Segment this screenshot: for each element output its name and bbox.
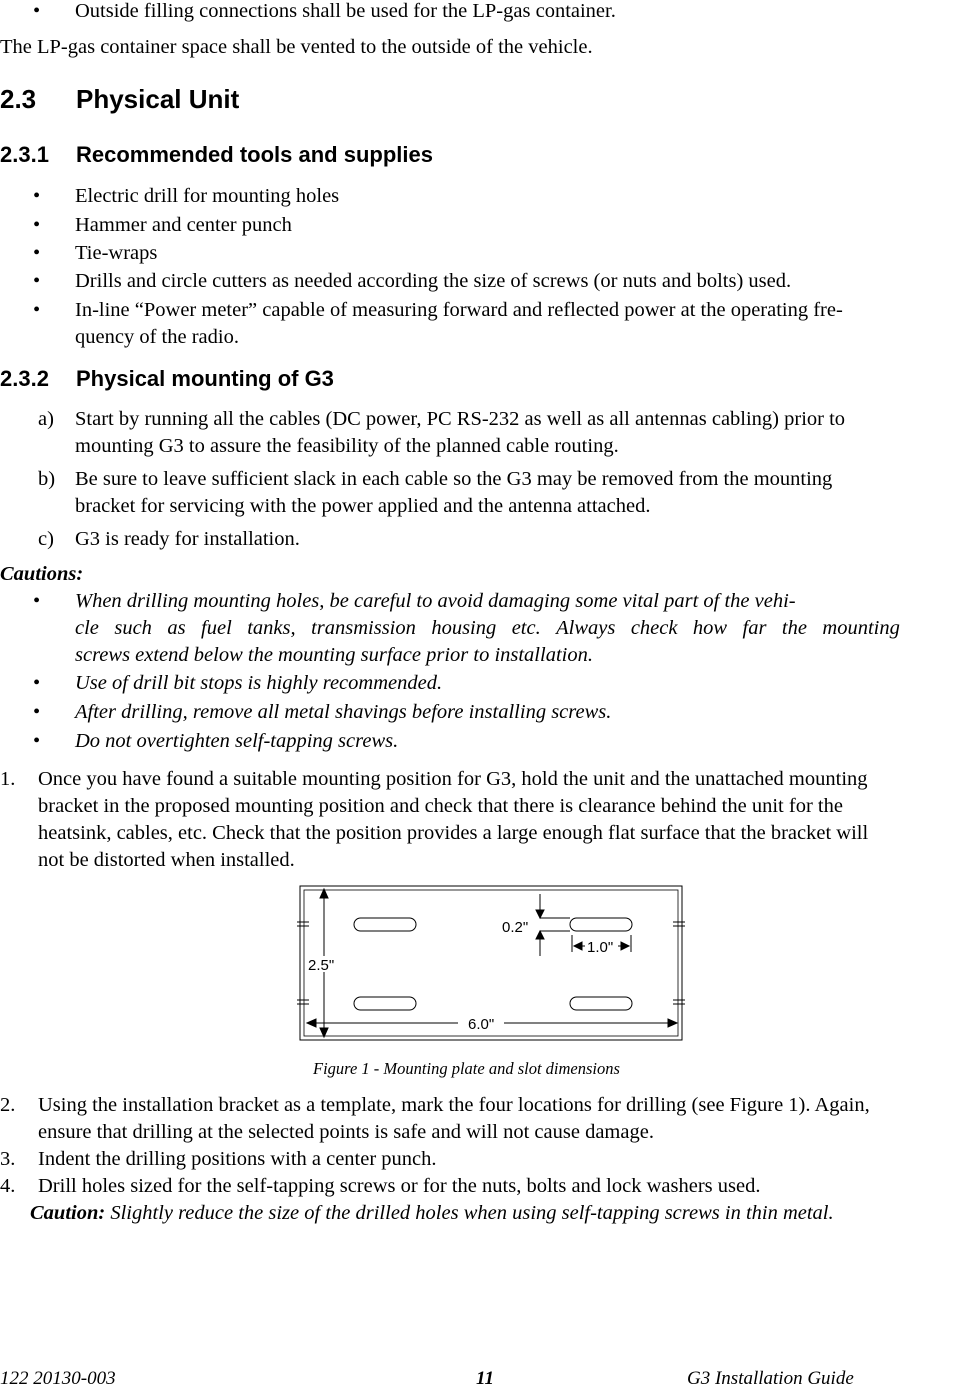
caution-justified-line	[75, 617, 900, 640]
step-text: Start by running all the cables (DC power, PC RS-232 as well as all antennas cabling) prior to	[75, 408, 846, 430]
step-marker: 2.	[0, 1094, 16, 1116]
slot-bottom-right	[570, 997, 632, 1010]
caution-text: Do not overtighten self-tapping screws.	[75, 730, 399, 752]
label-2-5: 2.5"	[308, 957, 335, 974]
footer-page-number: 11	[476, 1368, 494, 1389]
step-text: ensure that drilling at the selected points is safe and will not cause damage.	[38, 1121, 654, 1143]
label-0-2: 0.2"	[502, 919, 529, 936]
step-marker: 1.	[0, 768, 16, 790]
caution-word: transmission	[311, 617, 416, 639]
caution-word: mounting	[822, 617, 900, 639]
footer-title: G3 Installation Guide	[687, 1368, 854, 1389]
step-text: bracket for servicing with the power applied and the antenna attached.	[75, 495, 651, 517]
label-1-0: 1.0"	[587, 939, 614, 956]
step-marker: a)	[38, 408, 54, 430]
caution-text: When drilling mounting holes, be careful to avoid damaging some vital part of the vehi-	[75, 590, 796, 612]
step-marker: 4.	[0, 1175, 16, 1197]
caution-word: such	[114, 617, 152, 639]
step-text: not be distorted when installed.	[38, 849, 295, 871]
slot-top-right	[570, 918, 632, 931]
section-2-3-1-heading	[0, 142, 433, 168]
section-title: Recommended tools and supplies	[76, 142, 433, 167]
final-caution-label: Caution:	[30, 1202, 106, 1224]
tools-item: Tie-wraps	[75, 242, 158, 264]
tools-item-continued: quency of the radio.	[75, 326, 239, 348]
bullet-marker: •	[33, 185, 41, 207]
caution-word: etc.	[511, 617, 541, 639]
section-2-3-heading	[0, 84, 240, 115]
section-number: 2.3.1	[0, 142, 49, 167]
cautions-heading: Cautions:	[0, 563, 84, 585]
caution-text: Use of drill bit stops is highly recommended.	[75, 672, 443, 694]
caution-word: housing	[431, 617, 497, 639]
slot-bottom-left	[354, 997, 416, 1010]
intro-bullet-text: Outside filling connections shall be used for the LP-gas container.	[75, 0, 616, 22]
mounting-plate-diagram	[290, 880, 690, 1050]
tools-item: Electric drill for mounting holes	[75, 185, 340, 207]
step-text: Be sure to leave sufficient slack in each cable so the G3 may be removed from the mounting	[75, 468, 833, 490]
step-marker: c)	[38, 528, 54, 550]
final-caution-text: Slightly reduce the size of the drilled holes when using self-tapping screws in thin metal.	[105, 1202, 834, 1224]
step-text: Drill holes sized for the self-tapping screws or for the nuts, bolts and lock washers used.	[38, 1175, 761, 1197]
caution-text: After drilling, remove all metal shavings before installing screws.	[75, 701, 612, 723]
bullet-marker: •	[33, 590, 41, 612]
label-6-0: 6.0"	[468, 1016, 495, 1033]
final-caution	[30, 1202, 834, 1225]
caution-word: fuel	[201, 617, 232, 639]
slot-top-left	[354, 918, 416, 931]
tools-item: In-line “Power meter” capable of measuring forward and reflected power at the operating fre-	[75, 299, 843, 321]
caution-text: screws extend below the mounting surface prior to installation.	[75, 644, 593, 666]
caution-word: tanks,	[247, 617, 296, 639]
step-text: Indent the drilling positions with a center punch.	[38, 1148, 437, 1170]
caution-word: Always	[556, 617, 616, 639]
section-title: Physical Unit	[76, 84, 240, 114]
section-number: 2.3.2	[0, 366, 49, 391]
plate-inner-outline	[304, 890, 678, 1036]
bullet-marker: •	[33, 701, 41, 723]
step-text: G3 is ready for installation.	[75, 528, 300, 550]
step-text: mounting G3 to assure the feasibility of the planned cable routing.	[75, 435, 619, 457]
caution-word: cle	[75, 617, 99, 639]
step-text: Once you have found a suitable mounting position for G3, hold the unit and the unattached mounting	[38, 768, 868, 790]
caution-word: far	[742, 617, 767, 639]
step-marker: 3.	[0, 1148, 16, 1170]
footer-doc-number: 122 20130-003	[0, 1368, 116, 1389]
step-text: heatsink, cables, etc. Check that the position provides a large enough flat surface that the bracket will	[38, 822, 869, 844]
section-title: Physical mounting of G3	[76, 366, 334, 391]
step-text: Using the installation bracket as a template, mark the four locations for drilling (see Figure 1). Again,	[38, 1094, 870, 1116]
step-text: bracket in the proposed mounting position and check that there is clearance behind the unit for the	[38, 795, 843, 817]
bullet-marker: •	[33, 730, 41, 752]
bullet-marker: •	[33, 672, 41, 694]
bullet-marker: •	[33, 0, 41, 22]
bullet-marker: •	[33, 270, 41, 292]
step-marker: b)	[38, 468, 56, 490]
edge-tick-marks	[297, 922, 685, 1004]
bullet-marker: •	[33, 214, 41, 236]
caution-word: as	[167, 617, 186, 639]
caution-word: how	[692, 617, 728, 639]
bullet-marker: •	[33, 242, 41, 264]
caution-word: check	[630, 617, 678, 639]
bullet-marker: •	[33, 299, 41, 321]
section-number: 2.3	[0, 84, 37, 114]
tools-item: Hammer and center punch	[75, 214, 292, 236]
intro-vented-text: The LP-gas container space shall be vented to the outside of the vehicle.	[0, 36, 593, 58]
caution-word: the	[781, 617, 807, 639]
tools-item: Drills and circle cutters as needed according the size of screws (or nuts and bolts) used.	[75, 270, 792, 292]
section-2-3-2-heading	[0, 366, 334, 392]
dimension-0-2	[536, 894, 570, 956]
figure-caption: Figure 1 - Mounting plate and slot dimensions	[313, 1059, 620, 1078]
